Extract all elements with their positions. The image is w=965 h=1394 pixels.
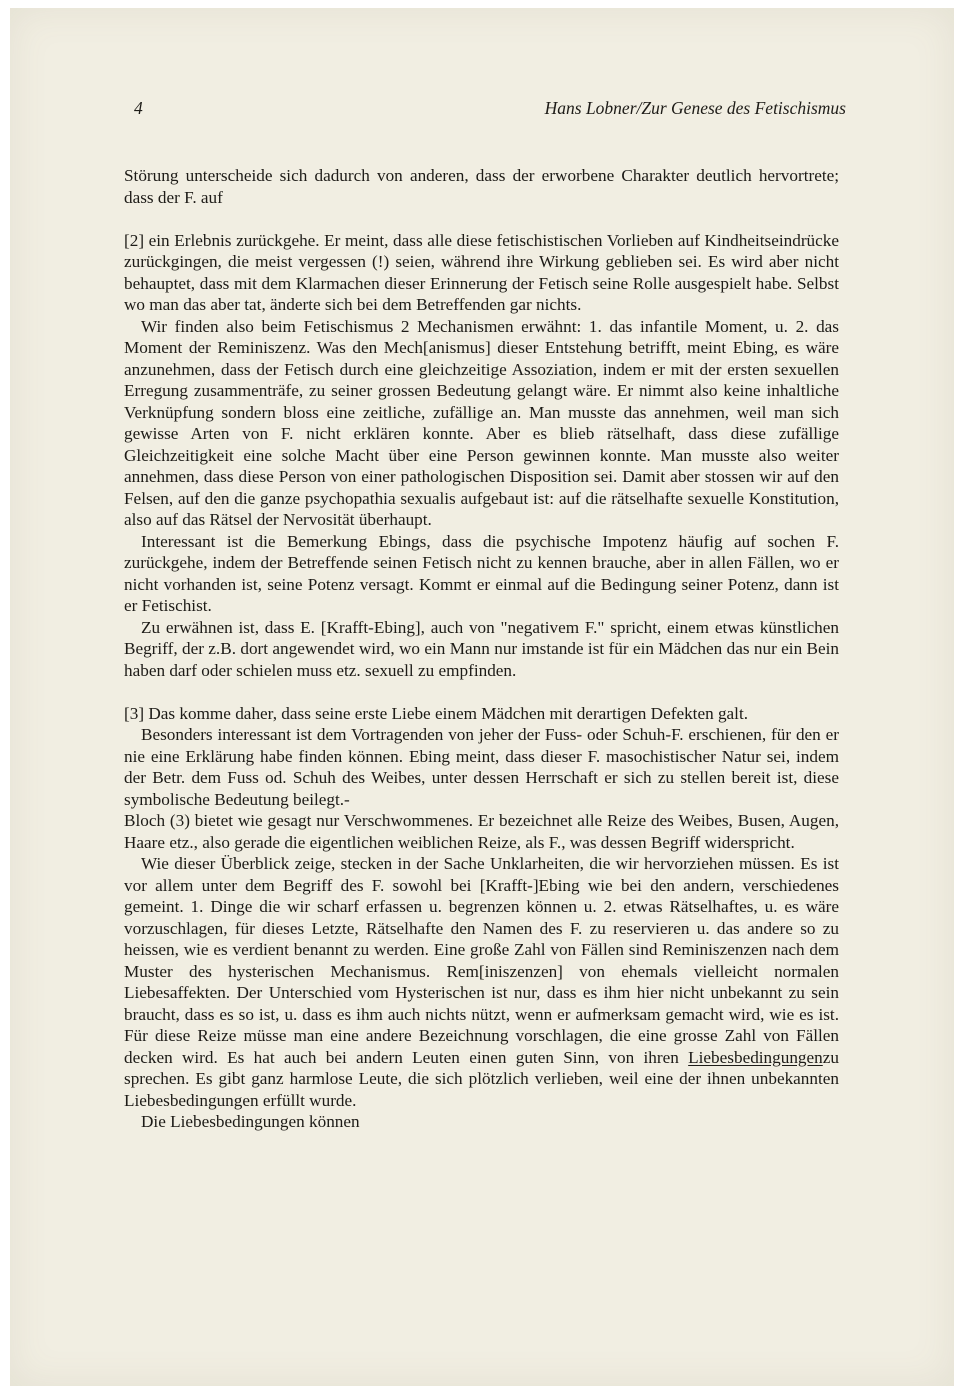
paragraph: [2] ein Erlebnis zurückgehe. Er meint, dass alle diese fetischistischen Vorlieben auf Kindheitseindrücke zurückgingen, die meist vergessen (!) seien, während ihre Wirkung geblieben sei. Es wird aber nicht behauptet, dass mit dem Klarmachen dieser Erinnerung der Fetisch seine Rolle ausgespielt habe. Selbst wo man das aber tat, änderte sich bei dem Betreffenden gar nichts. — [124, 230, 839, 314]
underlined-term: Liebesbedingungen — [688, 1047, 823, 1067]
running-title: Hans Lobner/Zur Genese des Fetischismus — [544, 98, 846, 118]
paragraph-text: Wie dieser Überblick zeige, stecken in der Sache Unklarheiten, die wir hervorziehen müssen. Es ist vor allem unter dem Begriff des F. sowohl bei [Krafft-]Ebing wie bei den andern, verschiedenes gemeint. 1. Dinge die wir scharf erfassen u. begrenzen können u. 2. etwas Rätselhaftes, u. es wäre vorzuschlagen, für dieses Letzte, Rätselhafte den Namen des F. zu reservieren u. das andere so zu heissen, wie es verdient benannt zu werden. Eine große Zahl von Fällen sind Reminiszenzen nach dem Muster des hysterischen Mechanismus. Rem[iniszenzen] von ehemals vielleicht normalen Liebesaffekten. Der Unterschied vom Hysterischen ist nur, dass es ihm hier nicht unbekannt zu sein braucht, dass es so ist, u. dass es ihm auch nichts nützt, wenn er aufmerksam gemacht wird, wie es ist. Für diese Reize müsse man eine andere Bezeichnung vorschlagen, die eine grosse Zahl von Fällen decken wird. Es hat auch bei andern Leuten einen guten Sinn, von ihren — [124, 854, 839, 1067]
paragraph: [3] Das komme daher, dass seine erste Liebe einem Mädchen mit derartigen Defekten galt. — [124, 703, 749, 723]
paragraph: Zu erwähnen ist, dass E. [Krafft-Ebing], auch von "negativem F." spricht, einem etwas künstlichen Begriff, der z.B. dort angewendet wird, wo ein Mann nur imstande ist für ein Mädchen das nur ein Bein haben darf oder schielen muss etz. sexuell zu empfinden. — [124, 617, 839, 680]
paragraph: Störung unterscheide sich dadurch von anderen, dass der erworbene Charakter deutlich hervortrete; dass der F. auf — [124, 166, 839, 207]
paragraph: Die Liebesbedingungen können — [141, 1112, 360, 1131]
page-number: 4 — [134, 98, 143, 118]
running-header — [134, 98, 846, 122]
body-text — [124, 165, 839, 1133]
paragraph-text: zu sprechen. Es gibt ganz harmlose Leute, die sich plötzlich verlieben, weil eine der ihnen unbekannten Liebesbedingungen erfüllt wurde. — [124, 1047, 839, 1110]
paragraph: Interessant ist die Bemerkung Ebings, dass die psychische Impotenz häufig auf sochen F. zurückgehe, indem der Betreffende seinen Fetisch nicht zu kennen brauche, aber in allen Fällen, wo er nicht vorhanden ist, seine Potenz versagt. Kommt er einmal auf die Bedingung seiner Potenz, dann ist er Fetischist. — [124, 531, 839, 615]
paragraph — [124, 853, 839, 1111]
paragraph: Bloch (3) bietet wie gesagt nur Verschwommenes. Er bezeichnet alle Reize des Weibes, Busen, Augen, Haare etz., also gerade die eigentlichen weiblichen Reize, als F., was dessen Begriff widerspricht. — [124, 811, 839, 852]
paragraph: Wir finden also beim Fetischismus 2 Mechanismen erwähnt: 1. das infantile Moment, u. 2. das Moment der Reminiszenz. Was den Mech[anismus] dieser Entstehung betrifft, meint Ebing, es wäre anzunehmen, dass der Fetisch durch eine gleichzeitige Assoziation, indem er mit der ersten sexuellen Erregung zusammenträfe, zu seiner grossen Bedeutung gelangt wäre. Er nimmt also keine inhaltliche Verknüpfung sondern bloss eine zeitliche, zufällige an. Man musste das annehmen, weil man sich gewisse Arten von F. nicht erklären konnte. Aber es blieb rätselhaft, dass diese zufällige Gleichzeitigkeit eine solche Macht über eine Person gewinnen konnte. Man musste also weiter annehmen, dass diese Person von einer pathologischen Disposition sei. Damit aber stossen wir auf den Felsen, auf den die ganze psychopathia sexualis aufgebaut ist: auf die rätselhafte sexuelle Konstitution, also auf das Rätsel der Nervosität überhaupt. — [124, 316, 839, 529]
paragraph: Besonders interessant ist dem Vortragenden von jeher der Fuss- oder Schuh-F. erschienen, für den er nie eine Erklärung habe finden können. Ebing meint, dass dieser F. masochistischer Natur sei, indem der Betr. dem Fuss od. Schuh des Weibes, unter dessen Herrschaft er sich zu stellen bereit ist, diese symbolische Bedeutung beilegt.- — [124, 725, 839, 809]
